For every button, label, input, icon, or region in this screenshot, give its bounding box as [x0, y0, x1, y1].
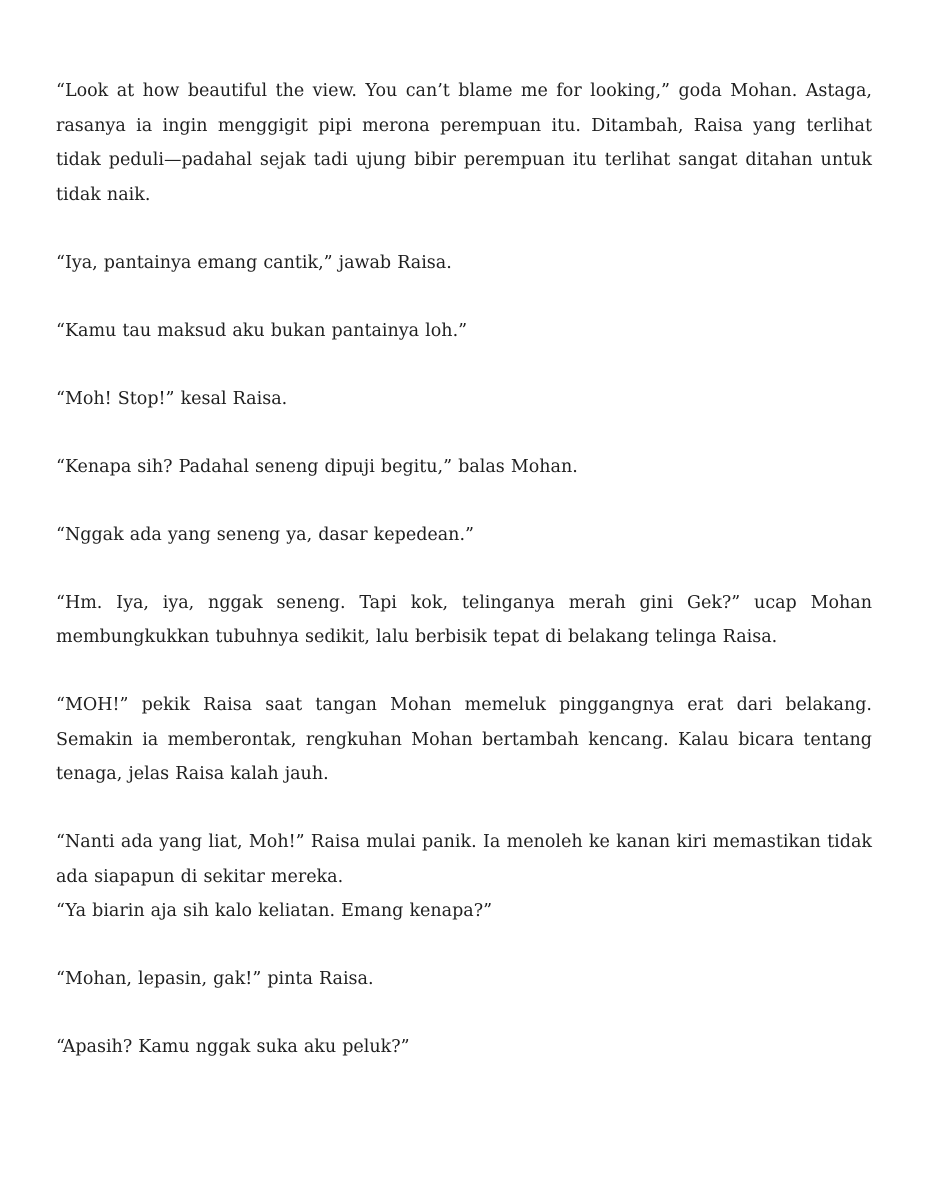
- paragraph-11: “Mohan, lepasin, gak!” pinta Raisa.: [56, 969, 374, 989]
- paragraph-7: “Hm. Iya, iya, nggak seneng. Tapi kok, telinganya merah gini Gek?” ucap Mohan membungkukkan tubuhnya sedikit, lalu berbisik tepat di belakang telinga Raisa.: [56, 592, 872, 647]
- paragraph-2: “Iya, pantainya emang cantik,” jawab Raisa.: [56, 252, 452, 273]
- story-text: [56, 74, 872, 1065]
- paragraph-3: “Kamu tau maksud aku bukan pantainya loh.”: [56, 320, 468, 341]
- paragraph-6: “Nggak ada yang seneng ya, dasar kepedean.”: [56, 524, 474, 545]
- paragraph-4: “Moh! Stop!” kesal Raisa.: [56, 388, 288, 409]
- paragraph-8: “MOH!” pekik Raisa saat tangan Mohan memeluk pinggangnya erat dari belakang. Semakin ia memberontak, rengkuhan Mohan bertambah kencang. Kalau bicara tentang tenaga, jelas Raisa kalah jauh.: [56, 695, 872, 784]
- paragraph-5: “Kenapa sih? Padahal seneng dipuji begitu,” balas Mohan.: [56, 456, 578, 477]
- paragraph-10: “Ya biarin aja sih kalo keliatan. Emang kenapa?”: [56, 901, 493, 921]
- paragraph-9: “Nanti ada yang liat, Moh!” Raisa mulai panik. Ia menoleh ke kanan kiri memastikan tidak ada siapapun di sekitar mereka.: [56, 832, 872, 887]
- paragraph-1: “Look at how beautiful the view. You can’t blame me for looking,” goda Mohan. Astaga, rasanya ia ingin menggigit pipi merona perempuan itu. Ditambah, Raisa yang terlihat tidak peduli—padahal sejak tadi ujung bibir perempuan itu terlihat sangat ditahan untuk tidak naik.: [56, 81, 872, 205]
- paragraph-12: “Apasih? Kamu nggak suka aku peluk?”: [56, 1037, 410, 1057]
